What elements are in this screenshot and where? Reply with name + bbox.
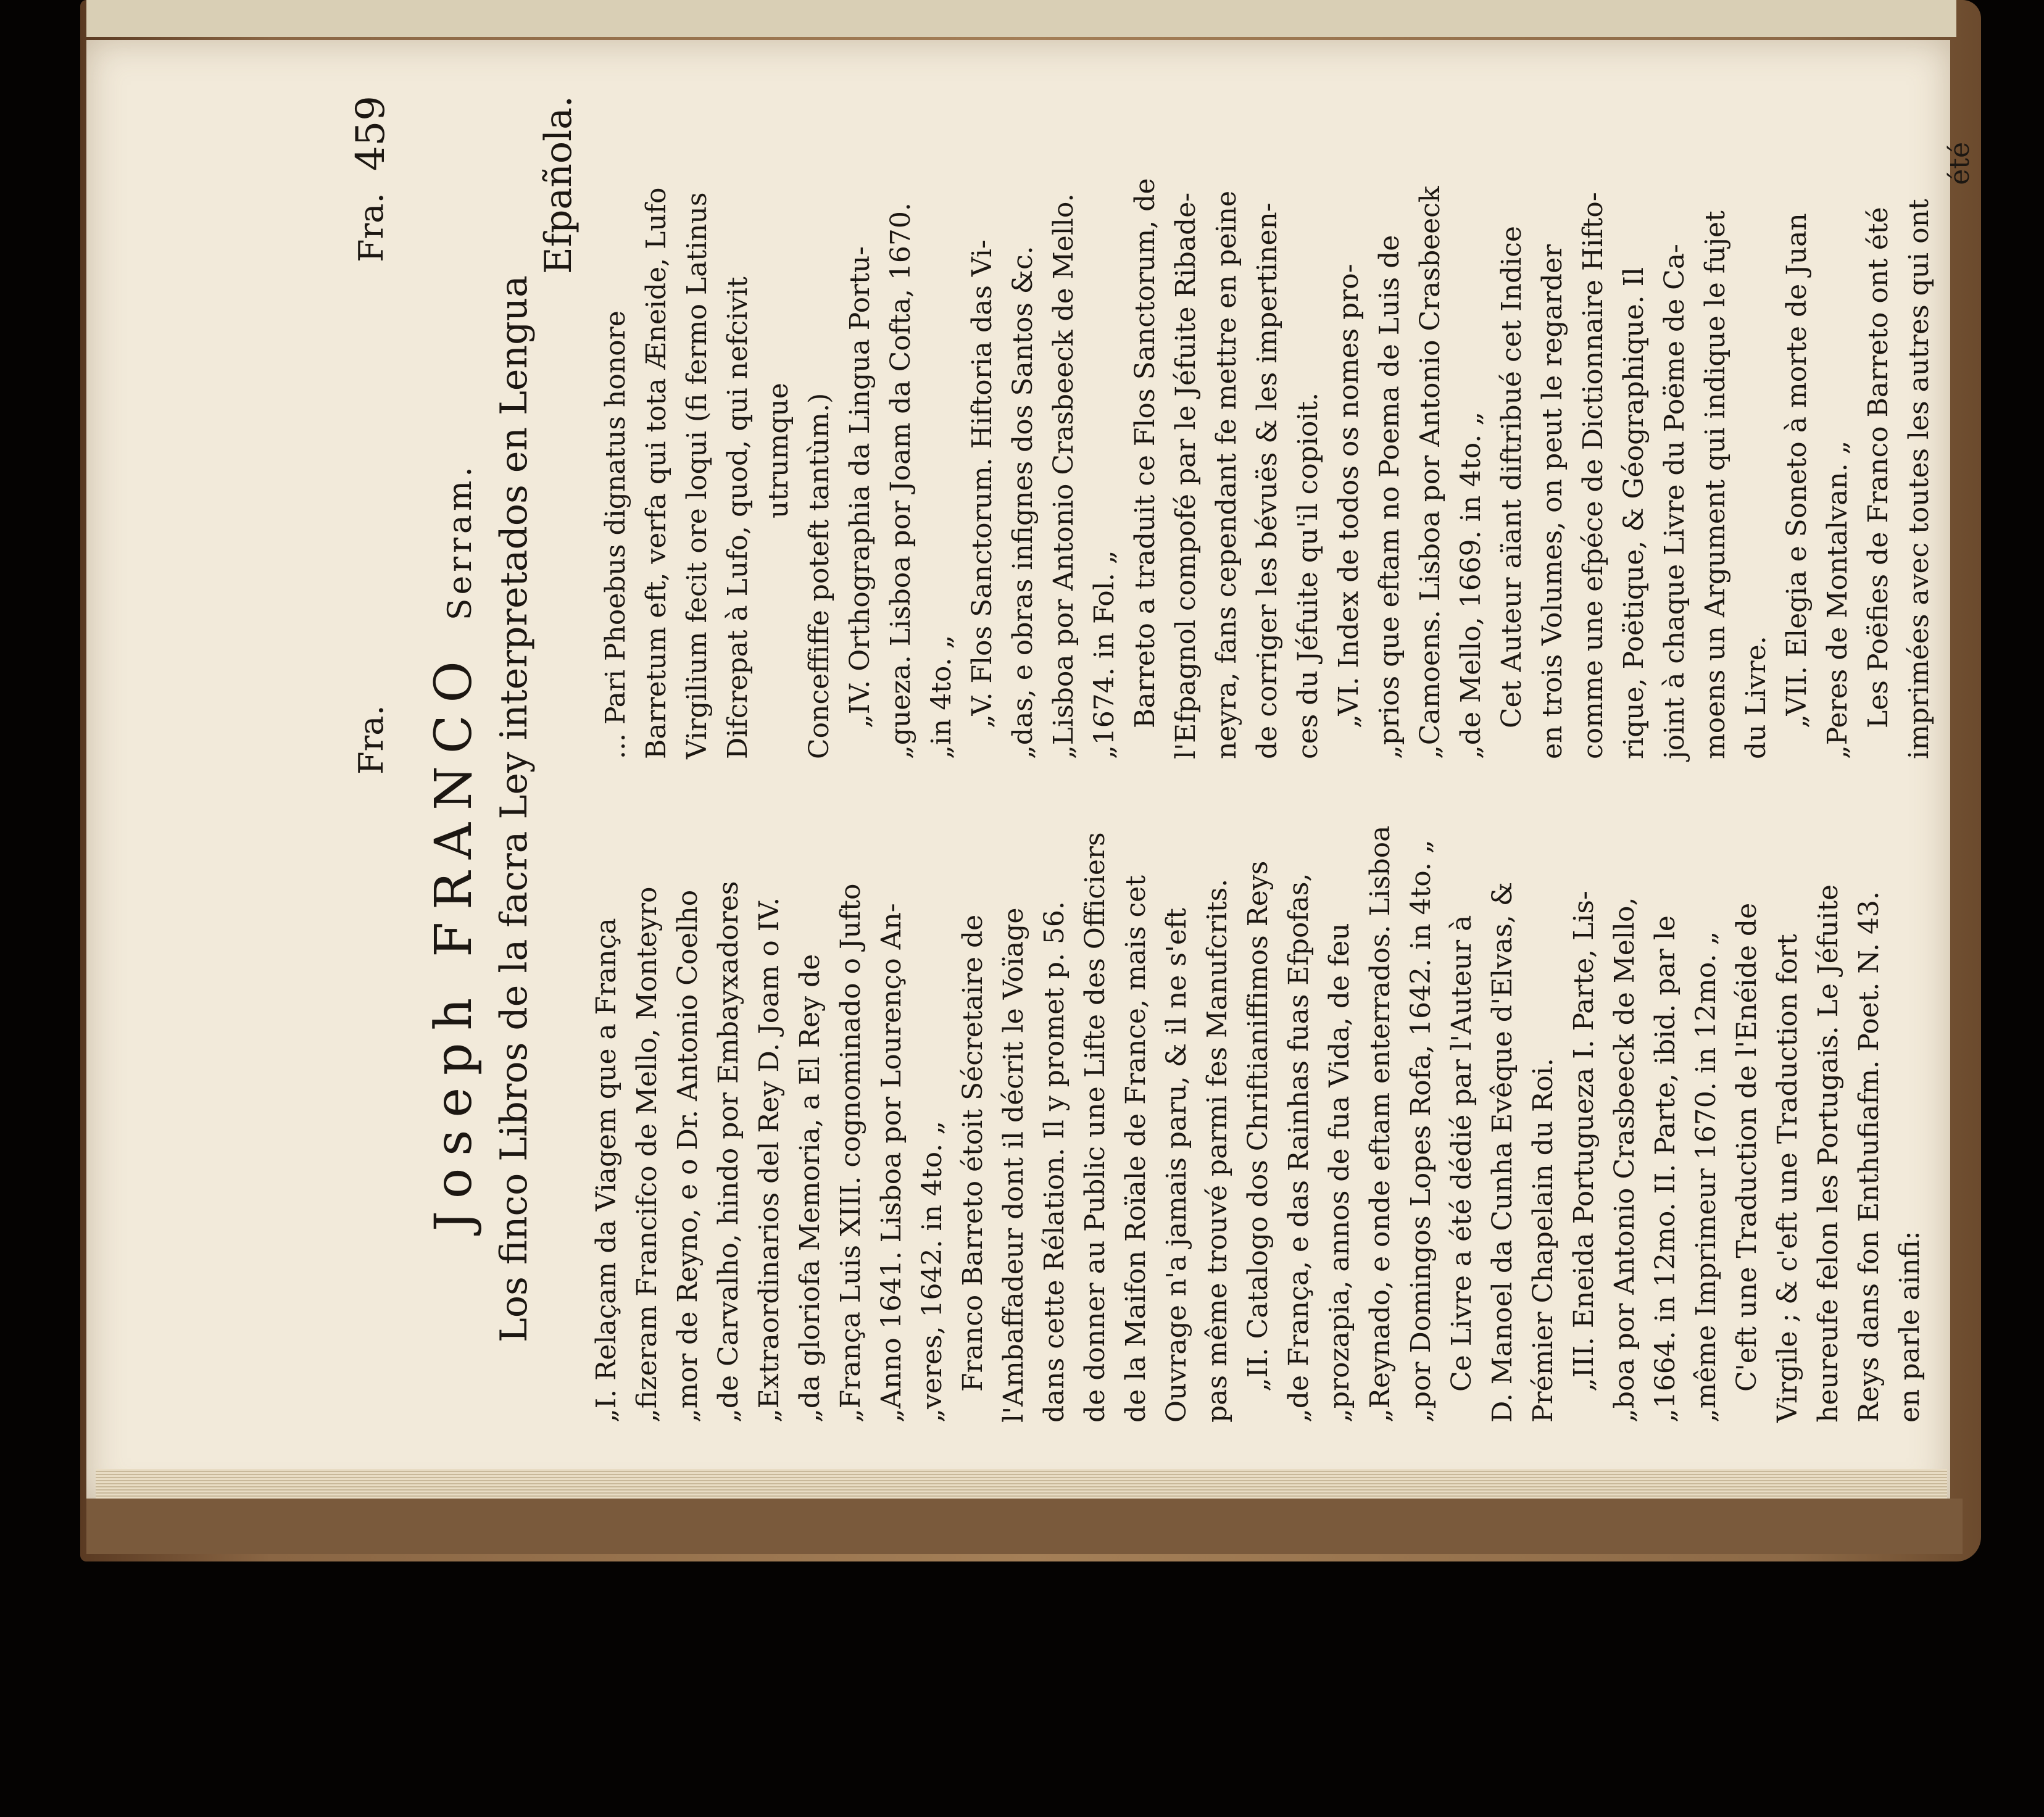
text-line: dans cette Rélation. Il y promet p. 56. [1039, 901, 1070, 1423]
text-line: „VI. Index de todos os nomes pro- [1333, 264, 1365, 728]
headline-surname: Serram. [442, 463, 479, 621]
text-line: „das, e obras infignes dos Santos &c. [1007, 246, 1039, 759]
text-line: „por Domingos Lopes Rofa, 1642. in 4to. „ [1405, 839, 1437, 1423]
text-line: Franco Barreto étoit Sécretaire de [957, 914, 989, 1392]
running-head [348, 96, 407, 1423]
text-line: Virgilium fecit ore loqui (fi fermo Latinus [681, 192, 713, 759]
text-line: Ouvrage n'a jamais paru, & il ne s'eft [1161, 908, 1192, 1423]
text-line: du Livre. [1740, 636, 1772, 759]
left-column [586, 805, 1930, 1423]
right-column [596, 142, 1980, 759]
text-line: „III. Eneida Portugueza I. Parte, Lis- [1568, 891, 1600, 1392]
text-line: C'eft une Traduction de l'Enéide de [1731, 902, 1763, 1392]
text-line: „Camoens. Lisboa por Antonio Crasbeeck [1415, 186, 1446, 759]
text-line: „prozapia, annos de fua Vida, de feu [1324, 923, 1355, 1423]
text-line: ... Pari Phoebus dignatus honore [600, 310, 631, 759]
running-head-right: Fra. [352, 193, 391, 262]
text-line: rique, Poëtique, & Géographique. Il [1618, 267, 1650, 759]
text-line: ces du Jéfuite qu'il copioit. [1292, 392, 1324, 759]
text-line: „1664. in 12mo. II. Parte, ibid. par le [1650, 915, 1681, 1423]
text-line: D. Manoel da Cunha Evêque d'Elvas, & [1487, 882, 1518, 1423]
text-line: „même Imprimeur 1670. in 12mo. „ [1690, 931, 1722, 1423]
text-line: l'Efpagnol compofé par le Jéfuite Ribade- [1170, 192, 1202, 759]
text-line: Prémier Chapelain du Roi. [1527, 1058, 1559, 1423]
text-line: Virgile ; & c'eft une Traduction fort [1772, 934, 1803, 1423]
text-line: „I. Relaçam da Viagem que a França [591, 918, 622, 1423]
text-line: joint à chaque Livre du Poëme de Ca- [1659, 244, 1690, 759]
text-line: Barretum eft, verfa qui tota Æneide, Lufo [641, 187, 672, 759]
text-line: en trois Volumes, on peut le regarder [1537, 244, 1568, 759]
text-line: „prios que eftam no Poema de Luis de [1374, 235, 1405, 759]
cover-edge [86, 1499, 1963, 1554]
facing-page-edge [86, 0, 1956, 37]
page-text-block [348, 96, 1975, 1423]
text-line: „veres, 1642. in 4to. „ [916, 1120, 948, 1423]
text-line: de la Maifon Roïale de France, mais cet [1120, 875, 1152, 1423]
headline-name: Joseph FRANCO [425, 649, 483, 1231]
text-line: de donner au Public une Lifte des Officiers [1079, 832, 1111, 1423]
text-line: heureufe felon les Portugais. Le Jéfuite [1813, 884, 1844, 1423]
page-edges [96, 1469, 1947, 1499]
text-line: utrumque [763, 383, 794, 518]
text-line: „da gloriofa Memoria, a El Rey de [794, 954, 826, 1423]
text-line: „VII. Elegia e Soneto à morte de Juan [1781, 213, 1813, 728]
text-line: imprimées avec toutes les autres qui ont [1903, 199, 1935, 759]
text-line: l'Ambaffadeur dont il décrit le Voïage [998, 907, 1029, 1423]
text-line: „Extraordinarios del Rey D. Joam o IV. [754, 897, 785, 1423]
text-line: pas même trouvé parmi fes Manufcrits. [1202, 878, 1233, 1423]
text-line: „boa por Antonio Crasbeeck de Mello, [1609, 897, 1640, 1423]
entry-headline [425, 96, 483, 1231]
text-line: moens un Argument qui indique le fujet [1700, 210, 1731, 759]
text-line: „França Luis XIII. cognominado o Jufto [835, 883, 866, 1423]
text-line: „V. Flos Sanctorum. Hiftoria das Vi- [966, 239, 998, 728]
text-line: „mor de Reyno, e o Dr. Antonio Coelho [672, 889, 704, 1423]
text-line: „Anno 1641. Lisboa por Lourenço An- [876, 903, 907, 1423]
text-line: Conceffiffe poteft tantùm.) [804, 393, 835, 759]
catchword: été [1944, 142, 1975, 185]
text-line: Cet Auteur aïant diftribué cet Indice [1496, 226, 1527, 728]
text-line: „1674. in Fol. „ [1089, 550, 1120, 759]
text-line: Ce Livre a été dédié par l'Auteur à [1446, 915, 1477, 1392]
text-line: „II. Catalogo dos Chriftianiffimos Reys [1242, 860, 1274, 1392]
text-line: Reys dans fon Enthufiafm. Poet. N. 43. [1853, 891, 1885, 1423]
text-line: „Reynado, e onde eftam enterrados. Lisboa [1365, 825, 1396, 1423]
text-line: en parle ainfi: [1894, 1231, 1926, 1423]
text-line: „Peres de Montalvan. „ [1822, 440, 1853, 759]
running-head-left: Fra. [352, 705, 391, 775]
entry-title: Los finco Libros de la facra Ley interpretados en Lengua [492, 275, 536, 1342]
page-number: 459 [348, 96, 394, 172]
text-line: „IV. Orthographia da Lingua Portu- [844, 246, 876, 728]
text-line: Barreto a traduit ce Flos Sanctorum, de [1129, 178, 1161, 728]
text-line: de corriger les bévuës & les impertinen- [1252, 202, 1283, 759]
text-line: Les Poëfies de Franco Barreto ont été [1863, 207, 1894, 728]
entry-title-line2: Efpañola. [537, 96, 580, 274]
text-line: „de Mello, 1669. in 4to. „ [1455, 411, 1487, 759]
text-line: „Lisboa por Antonio Crasbeeck de Mello. [1048, 193, 1079, 759]
text-line: „fizeram Francifco de Mello, Monteyro [631, 886, 663, 1423]
text-line: „gueza. Lisboa por Joam da Cofta, 1670. [885, 202, 916, 759]
text-line: „de França, e das Rainhas fuas Efpofas, [1283, 873, 1315, 1423]
text-line: „de Carvalho, hindo por Embayxadores [713, 881, 744, 1423]
text-line: comme une efpéce de Dictionnaire Hifto- [1577, 192, 1609, 759]
text-line: Difcrepat à Lufo, quod, qui nefcivit [722, 276, 754, 759]
text-line: neyra, fans cependant fe mettre en peine [1211, 190, 1242, 759]
text-line: „in 4to. „ [926, 634, 957, 759]
